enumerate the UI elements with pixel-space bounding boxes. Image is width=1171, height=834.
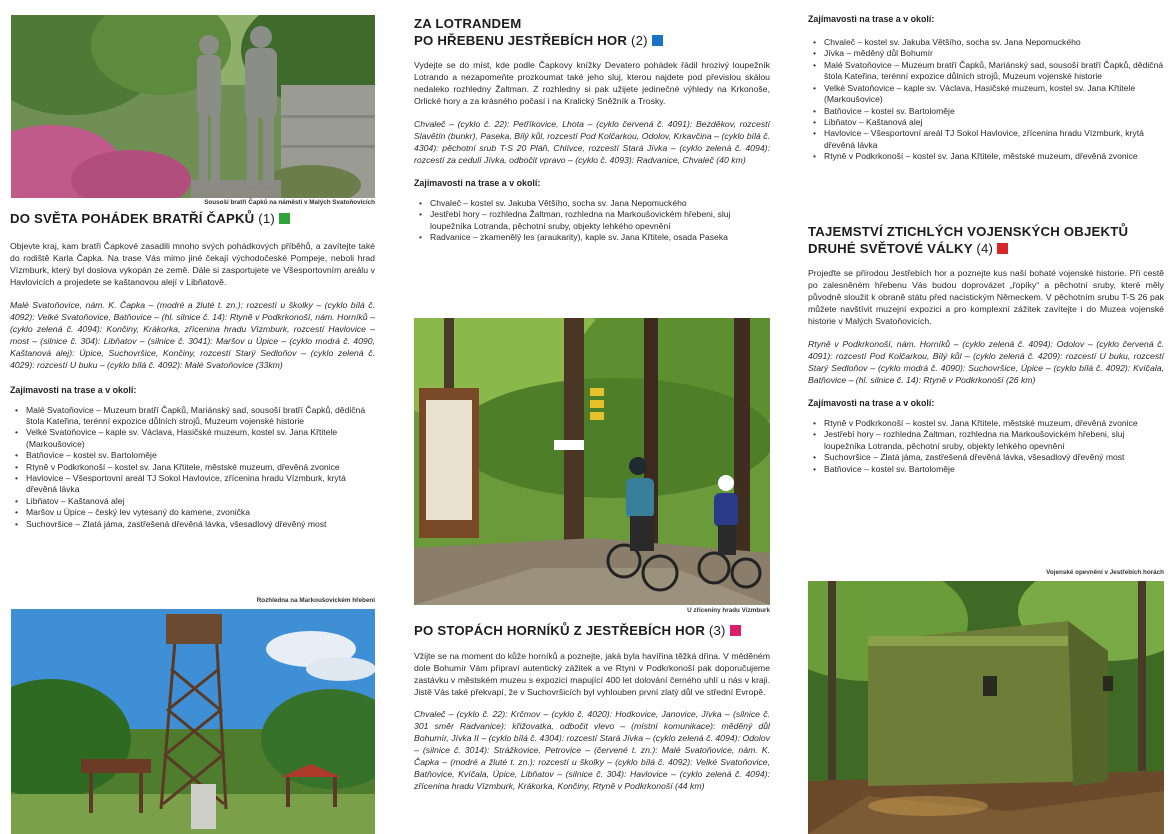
red-square-icon <box>997 243 1008 254</box>
blue-square-icon <box>652 35 663 46</box>
route-2-title: ZA LOTRANDEM PO HŘEBENU JESTŘEBÍCH HOR (2) <box>414 16 770 49</box>
list-item: • Suchovršice – Zlatá jáma, zastřešená dřevěná lávka, všesadlový dřevěný most <box>26 519 375 530</box>
list-item: • Havlovice – Všesportovní areál TJ Sokol Havlovice, zřícenina hradu Vízmburk, krytá dřevěná lávka <box>26 473 375 496</box>
list-item: • Batňovice – kostel sv. Bartoloměje <box>824 464 1164 475</box>
route-4-sights-list <box>808 418 1164 475</box>
list-item: • Libňatov – Kaštanová alej <box>26 496 375 507</box>
route-1-intro: Objevte kraj, kam bratři Čapkové zasadili mnoho svých pohádkových příběhů, a zavítejte také do rodiště Karla Čapka. Na trase Vás mimo jiné čekají východočeské Pompeje, neboli hrad Vízmburk, který byl doslova vykopán ze země. Dále si zasportujete ve Všesportovním areálu v Havlovicích a projedete se kaštanovou alejí v Libňatově. <box>10 240 375 287</box>
lookout-tower-photo <box>11 609 375 834</box>
route-1-sights-list <box>10 405 375 531</box>
cyclists-forest-photo <box>414 318 770 605</box>
route-3-sights-title: Zajímavosti na trase a v okolí: <box>808 14 935 24</box>
route-1-sights-title: Zajímavosti na trase a v okolí: <box>10 384 137 395</box>
route-2-sights-list <box>414 198 770 244</box>
route-2-itinerary: Chvaleč – (cyklo č. 22): Petříkovice, Lhota – (cyklo červená č. 4091): Bezděkov, rozcestí Slavětín (bunkr), Paseka, Bílý kůl, rozcestí Pod Kolčarkou, Odolov, Krkavčina – (cyklo bílá č. 4304): pěchotní srub T-S 20 Pláň, Chlívce, rozcestí Stará Jívka – (cyklo zelená č. 4094): rozcestí za cedulí Jívka, odbočit vpravo – (cyklo č. 4093): Radvanice, Chvaleč (40 km) <box>414 119 770 165</box>
list-item: • Jívka – měděný důl Bohumír <box>824 48 1164 59</box>
route-3-intro: Vžijte se na moment do kůže horníků a poznejte, jaká byla havířina těžká dřina. V měděném dole Bohumír Vám připraví autentický zážitek a ve Rtyni v Podkrkonoší pak doporučujeme zastávku v městském muzeu s expozicí mapující 400 let dolování černého uhlí u nás v kraji. Jistě Vás také překvapí, že v Suchovršicích byl vyhlouben první zlatý důl ve střední Evropě. <box>414 650 770 697</box>
list-item: • Rtyně v Podkrkonoší – kostel sv. Jana Křtitele, městské muzeum, dřevěná zvonice <box>824 418 1164 429</box>
list-item: • Libňatov – Kaštanová alej <box>824 117 1164 128</box>
list-item: • Havlovice – Všesportovní areál TJ Sokol Havlovice, zřícenina hradu Vízmburk, krytá dřevěná lávka <box>824 128 1164 151</box>
list-item: • Rtyně v Podkrkonoší – kostel sv. Jana Křtitele, městské muzeum, dřevěná zvonice <box>824 151 1164 162</box>
list-item: • Malé Svatoňovice – Muzeum bratří Čapků, Mariánský sad, sousoší bratří Čapků, dědičná štola Kateřina, terénní expozice důlních strojů, Muzeum vojenské historie <box>824 60 1164 83</box>
list-item: • Velké Svatoňovice – kaple sv. Václava, Hasičské muzeum, kostel sv. Jana Křtitele (Markoušovice) <box>26 427 375 450</box>
route-1-itinerary: Malé Svatoňovice, nám. K. Čapka – (modré a žluté t. zn.): rozcestí u školky – (cyklo bílá č. 4092): Velké Svatoňovice, Batňovice – (hl. silnice č. 14): Rtyně v Podkrkonoší, nám. Horníků – (cyklo zelená č. 4094): Končiny, Krákorka, zřícenina hradu Vízmburk, rozcestí Havlovice – most – (silnice č. 304): Libňatov – (silnice č. 3041): Maršov u Úpice – (cyklo modrá č. 4090, Kaštanová alej): Úpice, Suchovršice, Končiny, rozcestí Starý Sedloňov – (cyklo zelená č. 4029): rozcestí U buku – (cyklo bílá č. 4092): Malé Svatoňovice (33km) <box>10 299 375 370</box>
route-3-itinerary: Chvaleč – (cyklo č. 22): Krčmov – (cyklo č. 4020): Hodkovice, Janovice, Jívka – (silnice č. 301 směr Radvanice): křižovatka, odbočit vlevo – (místní komunikace): měděný důl Bohumír, Jívka II – (cyklo bílá č. 4304): rozcestí Stará Jívka – (cyklo zelená č. 4094): Odolov – (silnice č. 3014): Strážkovice, Petrovice – (červené t. zn.): Malé Svatoňovice, nám. K. Čapka – (modré a žluté t. zn.): rozcestí u školky – (cyklo bílá č. 4092): Velké Svatoňovice, Batňovice, Kvíčala, Úpice, Libňatov – (silnice č. 304): Havlovice – (cyklo zelená č. 4094): zřícenina hradu Vízmburk, Krákorka, Končiny, Rtyně v Podkrkonoší (44 km) <box>414 708 770 791</box>
photo-caption: U zříceniny hradu Vízmburk <box>687 607 770 614</box>
list-item: • Rtyně v Podkrkonoší – kostel sv. Jana Křtitele, městské muzeum, dřevěná zvonice <box>26 462 375 473</box>
list-item: • Batňovice – kostel sv. Bartoloměje <box>26 450 375 461</box>
list-item: • Jestřebí hory – rozhledna Žaltman, rozhledna na Markoušovickém hřebeni, sluj loupežníka Lotranda, pěchotní sruby, objekty lehkého opevnění <box>824 429 1164 452</box>
route-3-sights-list <box>808 37 1164 163</box>
list-item: • Malé Svatoňovice – Muzeum bratří Čapků, Mariánský sad, sousoší bratří Čapků, dědičná štola Kateřina, terénní expozice důlních strojů, Muzeum vojenské historie <box>26 405 375 428</box>
photo-caption: Vojenské opevnění v Jestřebích horách <box>1046 569 1164 576</box>
list-item: • Radvanice – zkamenělý les (araukarity), kaple sv. Jana Křtitele, osada Paseka <box>430 232 770 243</box>
bunker-forest-photo <box>808 581 1164 834</box>
route-2-intro: Vydejte se do míst, kde podle Čapkovy knížky Devatero pohádek řádil hrozivý loupežník Lotrando a nezapomeňte prozkoumat také jeho sluj, kterou najdete pod převislou skálou nedaleko rozhledny Žaltman. Z rozhledny si pak užijete jedinečné výhledy na Krkonoše, Orlické hory a za krásného počasí i na Kralický Sněžník a Trosky. <box>414 60 770 106</box>
list-item: • Batňovice – kostel sv. Bartoloměje <box>824 106 1164 117</box>
green-square-icon <box>279 213 290 224</box>
list-item: • Chvaleč – kostel sv. Jakuba Většího, socha sv. Jana Nepomuckého <box>430 198 770 209</box>
route-3-title: PO STOPÁCH HORNÍKŮ Z JESTŘEBÍCH HOR (3) <box>414 623 770 640</box>
pink-square-icon <box>730 625 741 636</box>
route-4-intro: Projeďte se přírodou Jestřebích hor a poznejte kus naší bohaté vojenské historie. Při cestě po zalesněném hřebenu Vás budou doprovázet „řopíky“ a pěchotní sruby, které měly původně sloužit k obraně státu před nacistickým Německem. V pěchotním srubu T-S 26 pak můžete navštívit muzejní expozici a pro komplexní zážitek zavítejte i do Muzea vojenské historie v Malých Svatoňovicích. <box>808 268 1164 326</box>
list-item: • Jestřebí hory – rozhledna Žaltman, rozhledna na Markoušovickém hřebeni, sluj loupežníka Lotranda, pěchotní sruby, objekty lehkého opevnění <box>430 209 770 232</box>
list-item: • Maršov u Úpice – český lev vytesaný do kamene, zvonička <box>26 507 375 518</box>
route-2-sights-title: Zajímavosti na trase a v okolí: <box>414 178 541 188</box>
route-4-title: TAJEMSTVÍ ZTICHLÝCH VOJENSKÝCH OBJEKTŮ DRUHÉ SVĚTOVÉ VÁLKY (4) <box>808 224 1129 256</box>
list-item: • Velké Svatoňovice – kaple sv. Václava, Hasičské muzeum, kostel sv. Jana Křtitele (Markoušovice) <box>824 83 1164 106</box>
route-1-title: DO SVĚTA POHÁDEK BRATŘÍ ČAPKŮ (1) <box>10 211 375 228</box>
route-4-itinerary: Rtyně v Podkrkonoší, nám. Horníků – (cyklo zelená č. 4094): Odolov – (cyklo červená č. 4091): rozcestí Pod Kolčarkou, Bílý kůl – (cyklo zelená č. 4209): rozcestí U buku, rozcestí Starý Sedloňov – (cyklo modrá č. 4090): Suchovršice, Úpice – (cyklo bílá č. 4092): Kvíčala, Batňovice – (hl. silnice č. 14): Rtyně v Podkrkonoší (26 km) <box>808 339 1164 385</box>
photo-caption: Rozhledna na Markoušovickém hřebeni <box>256 597 375 604</box>
list-item: • Suchovršice – Zlatá jáma, zastřešená dřevěná lávka, všesadlový dřevěný most <box>824 452 1164 463</box>
photo-caption: Sousoší bratří Čapků na náměstí v Malých Svatoňovicích <box>204 199 375 206</box>
route-4-sights-title: Zajímavosti na trase a v okolí: <box>808 398 935 408</box>
list-item: • Chvaleč – kostel sv. Jakuba Většího, socha sv. Jana Nepomuckého <box>824 37 1164 48</box>
capek-statue-photo <box>11 15 375 198</box>
